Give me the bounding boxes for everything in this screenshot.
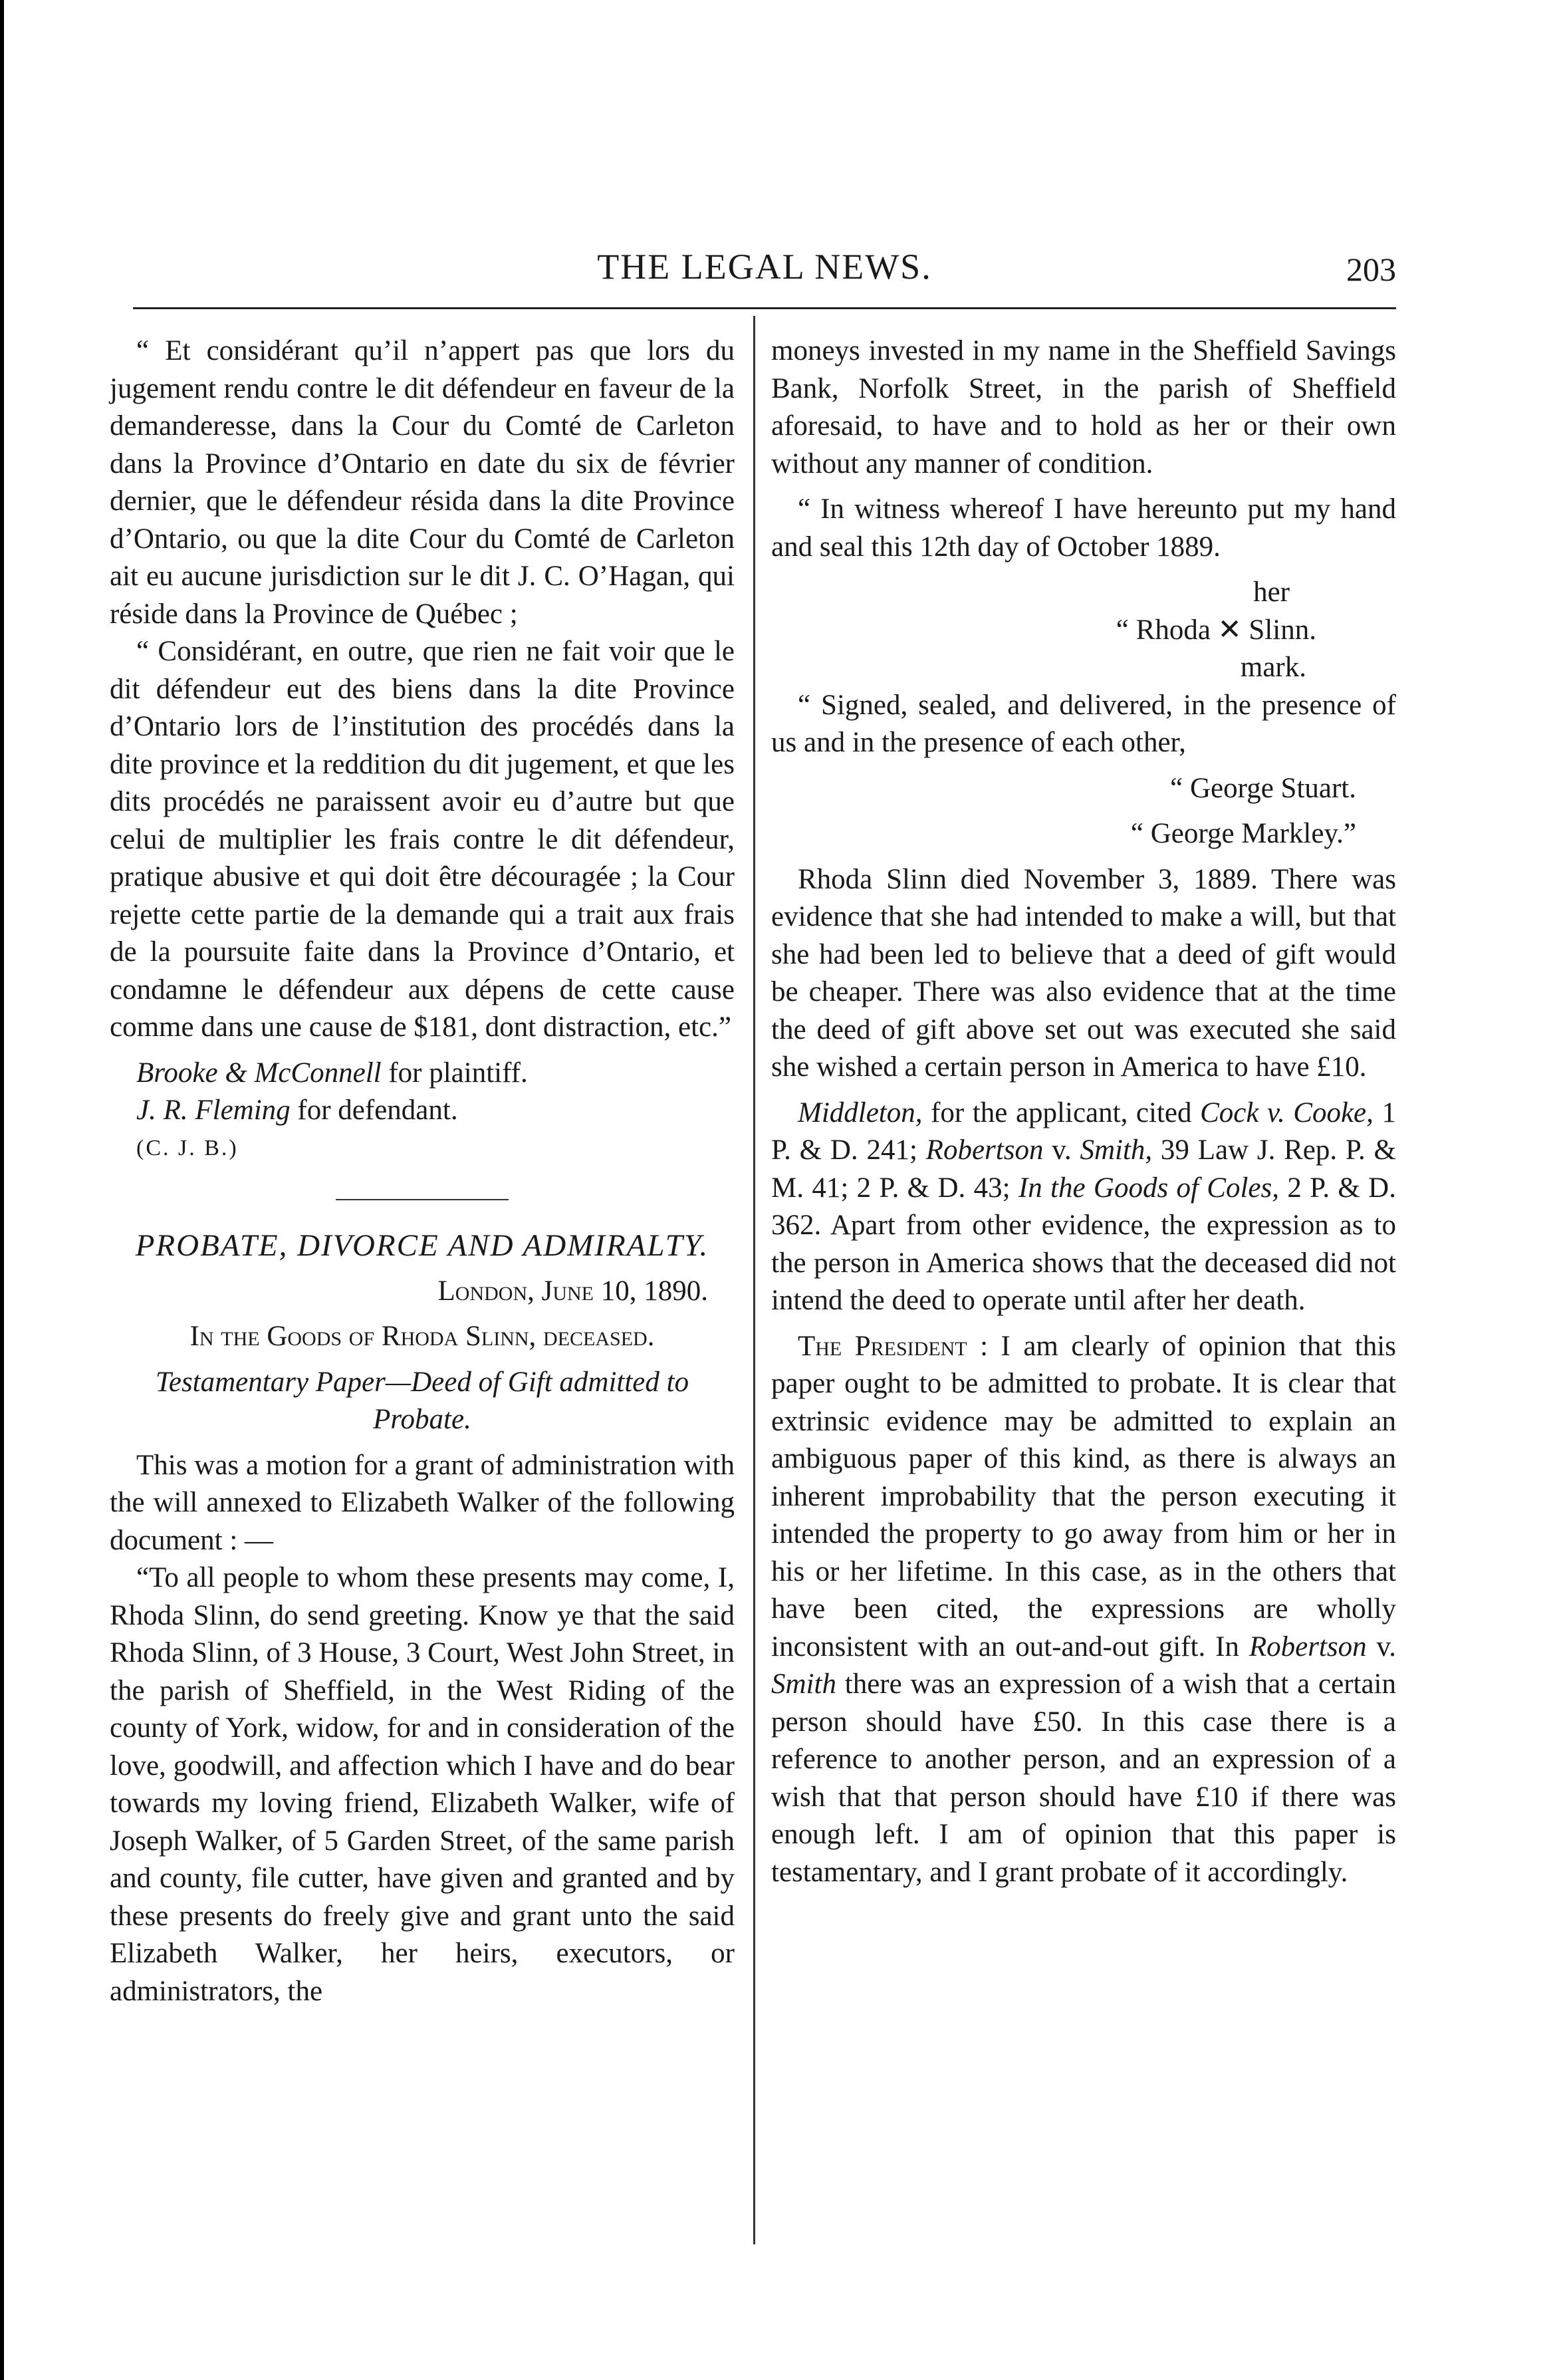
- motion-paragraph: This was a motion for a grant of administration with the will annexed to Elizabeth Walker of the following document : —: [110, 1449, 735, 1556]
- signature-name: “ Rhoda ✕ Slinn.: [1116, 614, 1316, 646]
- section-title: PROBATE, DIVORCE AND ADMIRALTY.: [135, 1228, 709, 1263]
- president-label: The President: [798, 1330, 967, 1362]
- counsel-defendant-role: for defendant.: [290, 1095, 458, 1126]
- argument-paragraph: [771, 1095, 1396, 1320]
- judgment-text-c: there was an expression of a wish that a certain person should have £50. In this case there is a reference to another person, and an expression of a wish that that person should have £10 if there was enough left. I am of opinion that this paper is testamentary, and I grant probate of it accordingly.: [771, 1668, 1396, 1888]
- case-title: In the Goods of Rhoda Slinn, deceased.: [189, 1321, 655, 1352]
- page-number: 203: [1346, 251, 1396, 288]
- argument-text-b: 1 P. & D. 241;: [771, 1097, 1396, 1166]
- counsel-defendant: [110, 1092, 735, 1130]
- argument-text-c: v.: [1043, 1134, 1080, 1166]
- citation-goods-of-coles: In the Goods of Coles,: [1018, 1172, 1279, 1204]
- citation-smith-2: Smith: [771, 1668, 836, 1700]
- citation-cock-cooke: Cock v. Cooke,: [1200, 1097, 1373, 1128]
- facts-paragraph: Rhoda Slinn died November 3, 1889. There was evidence that she had intended to make a will, but that she had been led to believe that a deed of gift would be cheaper. There was also evidence that at the time the deed of gift above set out was executed she said she wished a certain person in America to have £10.: [771, 863, 1396, 1083]
- argument-text-d: 39 Law J. Rep. P. & M. 41; 2 P. & D. 43;: [771, 1134, 1396, 1204]
- citation-robertson-2: Robertson: [1249, 1631, 1367, 1662]
- attestation-clause: “ Signed, sealed, and delivered, in the presence of us and in the presence of each other,: [771, 689, 1396, 758]
- judgment-text-b: v.: [1366, 1631, 1396, 1662]
- argument-text-a: for the applicant, cited: [922, 1097, 1201, 1128]
- witness-clause: “ In witness whereof I have hereunto put my hand and seal this 12th day of October 1889.: [771, 493, 1396, 563]
- left-column: [110, 332, 735, 2010]
- deed-continuation: moneys invested in my name in the Sheffield Savings Bank, Norfolk Street, in the parish of Sheffield aforesaid, to have and to hold as her or their own without any manner of condition.: [771, 335, 1396, 479]
- dateline: London, June 10, 1890.: [437, 1275, 708, 1307]
- column-divider: [753, 316, 755, 2244]
- counsel-name: Middleton,: [798, 1097, 923, 1128]
- counsel-plaintiff-role: for plaintiff.: [381, 1057, 528, 1089]
- witness-2: “ George Markley.”: [1130, 818, 1356, 849]
- signature-her: her: [1253, 577, 1290, 608]
- judgment-text-a: : I am clearly of opinion that this paper ought to be admitted to probate. It is clear that extrinsic evidence may be admitted to explain an ambiguous paper of this kind, as there is always an inherent improbability that the person executing it intended the property to go away from him or her in his or her lifetime. In this case, as in the others that have been cited, the expressions are wholly inconsistent with an out-and-out gift. In: [771, 1330, 1396, 1662]
- page-header: [133, 246, 1396, 293]
- citation-smith: Smith,: [1080, 1134, 1153, 1166]
- french-judgment-paragraph-1: “ Et considérant qu’il n’appert pas que lors du jugement rendu contre le dit défendeur en faveur de la demanderesse, dans la Cour du Comté de Carleton dans la Province d’Ontario en date du six de février dernier, que le défendeur résida dans la dite Province d’Ontario, ou que la dite Cour du Comté de Carleton ait eu aucune jurisdiction sur le dit J. C. O’Hagan, qui réside dans la Province de Québec ;: [110, 335, 735, 630]
- counsel-plaintiff: [110, 1055, 735, 1093]
- header-rule: [133, 307, 1396, 309]
- deed-text-paragraph: “To all people to whom these presents may come, I, Rhoda Slinn, do send greeting. Know ye that the said Rhoda Slinn, of 3 House, 3 Court, West John Street, in the parish of Sheffield, in the West Riding of the county of York, widow, for and in consideration of the love, goodwill, and affection which I have and do bear towards my loving friend, Elizabeth Walker, wife of Joseph Walker, of 5 Garden Street, of the same parish and county, file cutter, have given and granted and by these presents do freely give and grant unto the said Elizabeth Walker, her heirs, executors, or administrators, the: [110, 1562, 735, 2007]
- citation-robertson: Robertson: [925, 1134, 1044, 1166]
- counsel-plaintiff-name: Brooke & McConnell: [136, 1057, 382, 1089]
- reporter-initials: (C. J. B.): [136, 1135, 239, 1160]
- headnote: Testamentary Paper—Deed of Gift admitted to Probate.: [155, 1366, 689, 1435]
- judgment-paragraph: [771, 1328, 1396, 1892]
- witness-1: “ George Stuart.: [1170, 772, 1356, 804]
- signature-mark: mark.: [1240, 652, 1306, 683]
- running-head: THE LEGAL NEWS.: [597, 247, 932, 287]
- french-judgment-paragraph-2: “ Considérant, en outre, que rien ne fait voir que le dit défendeur eut des biens dans la dite Province d’Ontario lors de l’institution des procédés dans la dite province et la reddition du dit jugement, et que les dits procédés ne paraissent avoir eu d’autre but que celui de multiplier les frais contre le dit défendeur, pratique abusive et qui doit être découragée ; la Cour rejette cette partie de la demande qui a trait aux frais de la poursuite faite dans la Province d’Ontario, et condamne le défendeur aux dépens de cette cause comme dans une cause de $181, dont distraction, etc.”: [110, 636, 735, 1043]
- section-separator: [336, 1199, 509, 1200]
- argument-text-e: 2 P. & D. 362. Apart from other evidence, the expression as to the person in America shows that the deceased did not intend the deed to operate until after her death.: [771, 1172, 1396, 1316]
- counsel-defendant-name: J. R. Fleming: [136, 1095, 291, 1126]
- scan-edge-rule: [0, 0, 4, 2380]
- right-column: [771, 332, 1396, 1891]
